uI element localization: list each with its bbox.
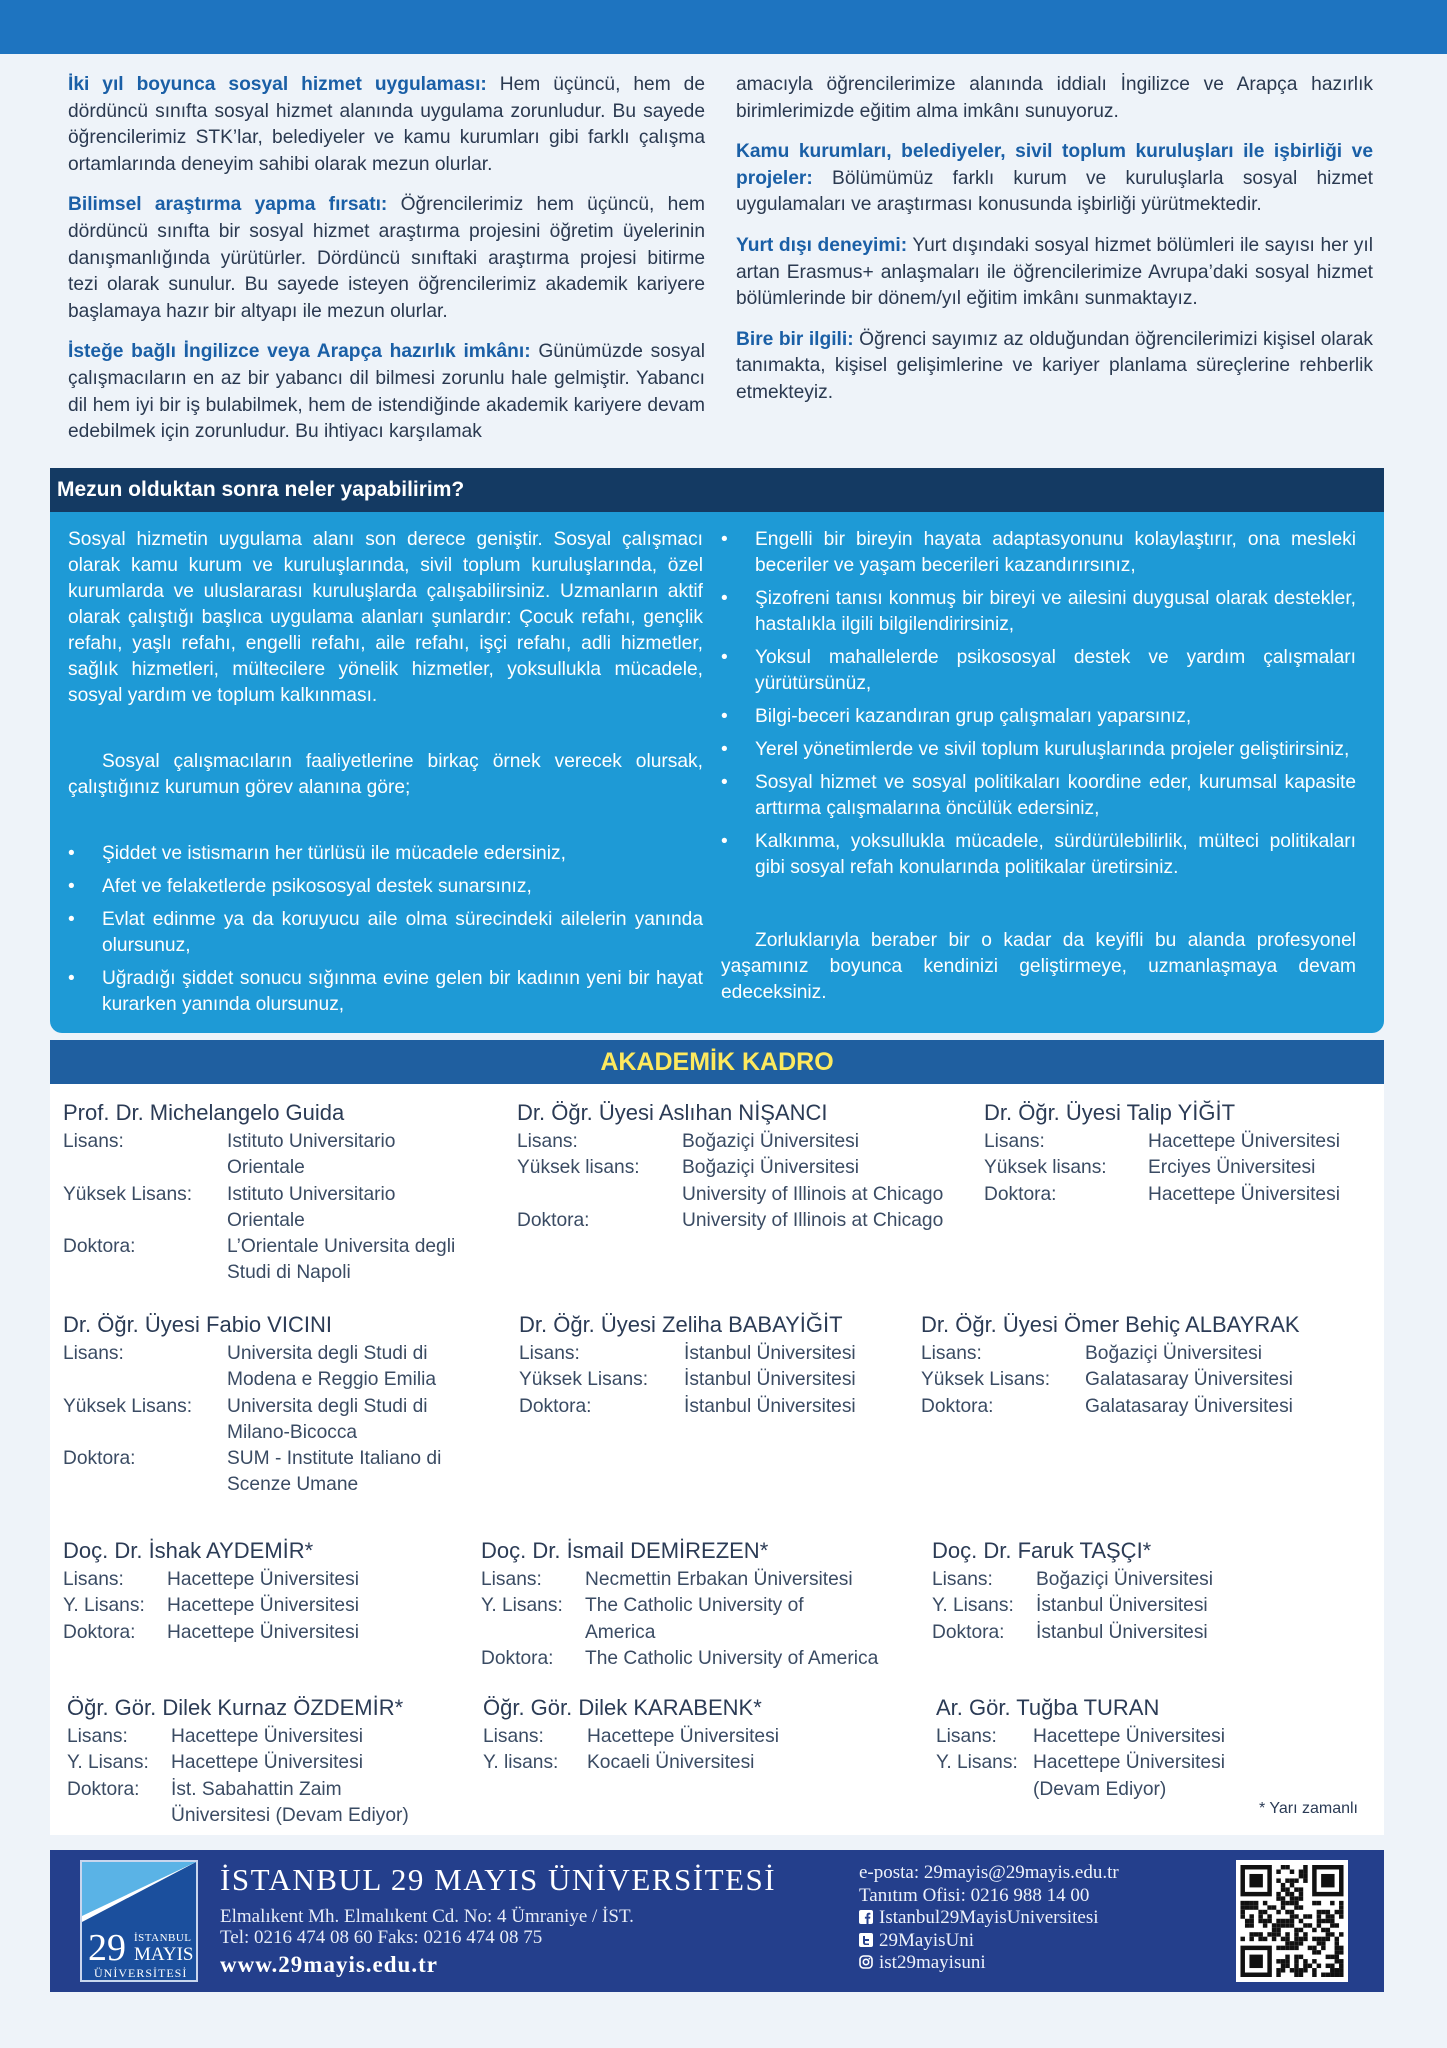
email-link[interactable]: e-posta: 29mayis@29mayis.edu.tr: [859, 1862, 1119, 1883]
degree-row: [519, 1341, 919, 1367]
feature-paragraph: [68, 339, 705, 445]
staff-member: [936, 1695, 1356, 1803]
degree-institution: SUM - Institute Italiano di Scenze Umane: [227, 1448, 442, 1496]
staff-name: Öğr. Gör. Dilek Kurnaz ÖZDEMİR*: [67, 1695, 404, 1720]
degree-row: [936, 1724, 1356, 1750]
staff-name: Dr. Öğr. Üyesi Talip YİĞİT: [984, 1100, 1236, 1125]
staff-member: [63, 1312, 483, 1498]
staff-name: Doç. Dr. İshak AYDEMİR*: [63, 1538, 314, 1563]
feature-text: Öğrencilerimiz hem üçüncü, hem dördüncü sınıfta bir sosyal hizmet araştırma projesini öğretim üyelerinin danışmanlığında yürütürler. Dördüncü sınıftaki araştırma projesi bitirme tezi olarak sunulur. Bu sayede isteyen öğrencilerimiz akademik kariyere başlamaya hazır bir altyapı ile mezun olurlar.: [68, 194, 705, 322]
degree-label: Y. Lisans:: [481, 1595, 563, 1617]
degree-institution: Istituto Universitario Orientale: [227, 1131, 396, 1179]
feature-paragraph: [736, 327, 1373, 407]
twitter-link[interactable]: 29MayisUni: [859, 1930, 1119, 1953]
features-left-column: [68, 72, 705, 460]
degree-institution: İst. Sabahattin Zaim Üniversitesi (Devam Ediyor): [171, 1778, 409, 1826]
staff-member: [517, 1100, 977, 1234]
career-activities-list-right: [721, 527, 1356, 881]
career-activity-item: • Yoksul mahallelerde psikososyal destek ve yardım çalışmaları yürütürsünüz,: [721, 645, 1356, 697]
promo-office-phone: Tanıtım Ofisi: 0216 988 14 00: [859, 1884, 1090, 1906]
career-activity-item: • Engelli bir bireyin hayata adaptasyonunu kolaylaştırır, ona mesleki beceriler ve yaşam becerileri kazandırırsınız,: [721, 527, 1356, 579]
staff-name: Prof. Dr. Michelangelo Guida: [63, 1100, 345, 1125]
career-examples-paragraph: Sosyal çalışmacıların faaliyetlerine birkaç örnek verecek olursak, çalıştığınız kurumun görev alanına göre;: [68, 751, 703, 798]
degree-label: Doktora:: [63, 1448, 136, 1470]
staff-member: [67, 1695, 467, 1829]
degree-label: Lisans:: [63, 1131, 124, 1153]
degree-label: Yüksek Lisans:: [63, 1395, 193, 1417]
degree-institution: Hacettepe Üniversitesi: [171, 1726, 363, 1748]
degree-institution: İstanbul Üniversitesi: [684, 1395, 856, 1417]
career-section-title: Mezun olduktan sonra neler yapabilirim?: [50, 468, 1384, 512]
career-activities-list-left: [68, 841, 703, 1018]
degree-row: [67, 1777, 467, 1829]
staff-name: Dr. Öğr. Üyesi Fabio VICINI: [63, 1312, 332, 1337]
career-right-column: [721, 527, 1356, 1025]
degree-row: [63, 1394, 483, 1446]
degree-label: Yüksek Lisans:: [63, 1183, 193, 1205]
degree-row: [481, 1567, 921, 1593]
degree-institution: İstanbul Üniversitesi: [1036, 1621, 1208, 1643]
degree-institution: Hacettepe Üniversitesi: [1148, 1183, 1340, 1205]
academic-staff-title: AKADEMİK KADRO: [50, 1040, 1384, 1084]
feature-text: Yurt dışındaki sosyal hizmet bölümleri ile sayısı her yıl artan Erasmus+ anlaşmaları ile öğrencilerimize Avrupa’daki sosyal hizmet bölümlerinde bir dönem/yıl eğitim imkânı sunmaktayız.: [736, 234, 1373, 310]
career-closing-paragraph: Zorluklarıyla beraber bir o kadar da keyifli bu alanda profesyonel yaşamınız boyunca kendinizi geliştirmeye, uzmanlaşmaya devam edeceksiniz.: [721, 930, 1356, 1003]
feature-heading: Kamu kurumları, belediyeler, sivil toplum kuruluşları ile işbirliği ve projeler:: [736, 141, 1373, 189]
facebook-icon: [859, 1910, 873, 1924]
feature-heading: İsteğe bağlı İngilizce veya Arapça hazırlık imkânı:: [68, 341, 531, 363]
feature-text: amacıyla öğrencilerimize alanında iddialı İngilizce ve Arapça hazırlık birimlerimizde eğitim alma imkânı sunuyoruz.: [736, 74, 1373, 122]
career-activity-item: • Bilgi-beceri kazandıran grup çalışmaları yaparsınız,: [721, 704, 1356, 730]
feature-heading: İki yıl boyunca sosyal hizmet uygulaması:: [68, 74, 487, 95]
staff-name: Doç. Dr. İsmail DEMİREZEN*: [481, 1538, 769, 1563]
degree-label: Doktora:: [932, 1621, 1005, 1643]
degree-label: Y. Lisans:: [932, 1595, 1014, 1617]
degree-label: Y. lisans:: [483, 1752, 559, 1774]
degree-row: [984, 1129, 1374, 1155]
degree-institution: Hacettepe Üniversitesi: [167, 1621, 359, 1643]
website-link[interactable]: www.29mayis.edu.tr: [220, 1952, 438, 1977]
degree-row: [984, 1182, 1374, 1208]
career-activity-item: • Evlat edinme ya da koruyucu aile olma sürecindeki ailelerin yanında olursunuz,: [68, 907, 703, 959]
degree-row: [517, 1155, 977, 1207]
degree-label: Yüksek Lisans:: [519, 1369, 649, 1391]
degree-row: [481, 1646, 921, 1672]
degree-institution: Hacettepe Üniversitesi (Devam Ediyor): [1033, 1752, 1225, 1800]
degree-row: [936, 1750, 1356, 1802]
degree-institution: L’Orientale Universita degli Studi di Napoli: [227, 1236, 456, 1284]
degree-label: Y. Lisans:: [936, 1752, 1018, 1774]
degree-label: Y. Lisans:: [67, 1752, 149, 1774]
career-activity-item: • Sosyal hizmet ve sosyal politikaları koordine eder, kurumsal kapasite arttırma çalışmalarına öncülük edersiniz,: [721, 770, 1356, 822]
instagram-icon: [859, 1955, 873, 1969]
degree-institution: Boğaziçi Üniversitesi: [682, 1131, 860, 1153]
degree-institution: Boğaziçi Üniversitesi University of Illinois at Chicago: [682, 1157, 944, 1205]
degree-institution: Boğaziçi Üniversitesi: [1085, 1343, 1263, 1365]
degree-row: [517, 1129, 977, 1155]
twitter-icon: [859, 1933, 873, 1947]
degree-label: Yüksek lisans:: [517, 1157, 640, 1179]
degree-institution: Hacettepe Üniversitesi: [171, 1752, 363, 1774]
feature-text: Bölümümüz farklı kurum ve kuruluşlarla sosyal hizmet uygulamaları ve araştırması konusunda işbirliği yürütmektedir.: [736, 167, 1373, 216]
staff-member: [519, 1312, 919, 1420]
staff-name: Ar. Gör. Tuğba TURAN: [936, 1695, 1160, 1720]
qr-code-image: [1236, 1860, 1348, 1982]
feature-heading: Yurt dışı deneyimi:: [736, 234, 908, 256]
feature-paragraph: [736, 72, 1373, 125]
career-intro-paragraph: Sosyal hizmetin uygulama alanı son derece geniştir. Sosyal çalışmacı olarak kamu kurum ve kuruluşlarında, sivil toplum kuruluşlarında, özel kurumlarda ve uluslararası kuruluşlarda çalışabilirsiniz. Uzmanların aktif olarak çalıştığı başlıca uygulama alanları şunlardır: Çocuk refahı, gençlik refahı, yaşlı refahı, engelli refahı, aile refahı, işçi refahı, adli hizmetler, sağlık hizmetleri, mültecilere yönelik hizmetler, yoksullukla mücadele, sosyal yardım ve toplum kalkınması.: [68, 529, 703, 706]
degree-row: [63, 1234, 483, 1286]
degree-row: [519, 1394, 919, 1420]
staff-name: Dr. Öğr. Üyesi Ömer Behiç ALBAYRAK: [921, 1312, 1300, 1337]
degree-label: Doktora:: [481, 1647, 554, 1669]
feature-paragraph: [68, 72, 705, 178]
degree-label: Lisans:: [63, 1343, 124, 1365]
top-color-bar: [0, 0, 1447, 54]
university-name: İSTANBUL 29 MAYIS ÜNİVERSİTESİ: [220, 1862, 777, 1897]
phone-fax: Tel: 0216 474 08 60 Faks: 0216 474 08 75: [220, 1927, 543, 1948]
degree-row: [932, 1593, 1332, 1619]
career-activity-item: • Şiddet ve istismarın her türlüsü ile mücadele edersiniz,: [68, 841, 703, 867]
qr-code[interactable]: [1236, 1860, 1348, 1982]
degree-institution: Hacettepe Üniversitesi: [1148, 1131, 1340, 1153]
degree-row: [67, 1724, 467, 1750]
degree-label: Lisans:: [517, 1131, 578, 1153]
degree-institution: Istituto Universitario Orientale: [227, 1183, 396, 1231]
address: Elmalıkent Mh. Elmalıkent Cd. No: 4 Ümraniye / İST.: [220, 1906, 634, 1927]
degree-label: Lisans:: [984, 1131, 1045, 1153]
degree-label: Doktora:: [63, 1621, 136, 1643]
feature-paragraph: [68, 192, 705, 325]
degree-row: [63, 1593, 463, 1619]
degree-label: Yüksek lisans:: [984, 1157, 1107, 1179]
degree-row: [932, 1620, 1332, 1646]
degree-row: [519, 1367, 919, 1393]
degree-row: [921, 1367, 1361, 1393]
staff-member: [483, 1695, 883, 1777]
degree-institution: Hacettepe Üniversitesi: [1033, 1726, 1225, 1748]
degree-institution: Erciyes Üniversitesi: [1148, 1157, 1316, 1179]
degree-row: [63, 1620, 463, 1646]
facebook-link[interactable]: Istanbul29MayisUniversitesi: [859, 1907, 1119, 1930]
degree-institution: University of Illinois at Chicago: [682, 1209, 944, 1231]
degree-row: [63, 1182, 483, 1234]
degree-row: [483, 1750, 883, 1776]
degree-institution: Hacettepe Üniversitesi: [587, 1726, 779, 1748]
degree-row: [67, 1750, 467, 1776]
part-time-footnote: * Yarı zamanlı: [1258, 1800, 1358, 1817]
feature-text: Hem üçüncü, hem de dördüncü sınıfta sosyal hizmet alanında uygulama zorunludur. Bu sayede öğrencilerimiz STK’lar, belediyeler ve kamu kurumları gibi farklı çalışma ortamlarında deneyim sahibi olarak mezun olurlar.: [68, 74, 705, 175]
degree-institution: Universita degli Studi di Milano-Bicocca: [227, 1395, 428, 1443]
degree-label: Lisans:: [67, 1726, 128, 1748]
degree-institution: Necmettin Erbakan Üniversitesi: [585, 1569, 853, 1591]
degree-row: [483, 1724, 883, 1750]
degree-institution: İstanbul Üniversitesi: [684, 1369, 856, 1391]
career-section: [50, 468, 1384, 1033]
staff-name: Dr. Öğr. Üyesi Aslıhan NİŞANCI: [517, 1100, 828, 1125]
degree-institution: Galatasaray Üniversitesi: [1085, 1395, 1293, 1417]
degree-row: [481, 1593, 921, 1645]
career-activity-item: • Afet ve felaketlerde psikososyal destek sunarsınız,: [68, 874, 703, 900]
feature-text: Günümüzde sosyal çalışmacıların en az bir yabancı dil bilmesi zorunlu hale gelmiştir. Yabancı dil hem iyi bir iş bulabilmek, hem de istendiğinde akademik kariyere devam edebilmek için zorunludur. Bu ihtiyacı karşılamak: [68, 341, 705, 443]
degree-label: Y. Lisans:: [63, 1595, 145, 1617]
feature-paragraph: [736, 139, 1373, 219]
career-activity-item: • Uğradığı şiddet sonucu sığınma evine gelen bir kadının yeni bir hayat kurarken yanında olursunuz,: [68, 966, 703, 1018]
degree-label: Doktora:: [63, 1236, 136, 1258]
staff-name: Öğr. Gör. Dilek KARABENK*: [483, 1695, 762, 1720]
features-right-column: [736, 72, 1373, 460]
degree-row: [63, 1129, 483, 1181]
degree-label: Doktora:: [67, 1778, 140, 1800]
degree-institution: Hacettepe Üniversitesi: [167, 1569, 359, 1591]
contact-info: [859, 1862, 1119, 1975]
degree-label: Lisans:: [481, 1569, 542, 1591]
degree-row: [63, 1341, 483, 1393]
degree-label: Yüksek Lisans:: [921, 1369, 1051, 1391]
instagram-link[interactable]: ist29mayisuni: [859, 1952, 1119, 1975]
staff-member: [63, 1538, 463, 1646]
degree-row: [921, 1394, 1361, 1420]
degree-label: Lisans:: [936, 1726, 997, 1748]
degree-institution: The Catholic University of America: [585, 1647, 879, 1669]
career-activity-item: • Yerel yönetimlerde ve sivil toplum kuruluşlarında projeler geliştirirsiniz,: [721, 737, 1356, 763]
career-left-column: [68, 527, 703, 1025]
career-activity-item: • Kalkınma, yoksullukla mücadele, sürdürülebilirlik, mülteci politikaları gibi sosyal refah konularında politikalar üretirsiniz.: [721, 829, 1356, 881]
degree-label: Lisans:: [932, 1569, 993, 1591]
degree-label: Doktora:: [519, 1395, 592, 1417]
degree-row: [63, 1567, 463, 1593]
feature-text: Öğrenci sayımız az olduğundan öğrencilerimizi kişisel olarak tanımakta, kişisel gelişimlerine ve kariyer planlama süreçlerine rehberlik etmekteyiz.: [736, 328, 1373, 403]
feature-paragraph: [736, 233, 1373, 313]
degree-institution: İstanbul Üniversitesi: [684, 1343, 856, 1365]
degree-label: Lisans:: [921, 1343, 982, 1365]
staff-member: [932, 1538, 1332, 1646]
degree-institution: Boğaziçi Üniversitesi: [1036, 1569, 1214, 1591]
degree-institution: The Catholic University of America: [585, 1595, 804, 1643]
staff-member: [984, 1100, 1374, 1208]
degree-row: [517, 1208, 977, 1234]
university-footer: [50, 1850, 1384, 1992]
degree-label: Lisans:: [63, 1569, 124, 1591]
university-logo: 29 İSTANBUL MAYIS ÜNİVERSİTESİ: [80, 1860, 198, 1982]
staff-member: [481, 1538, 921, 1672]
degree-institution: Galatasaray Üniversitesi: [1085, 1369, 1293, 1391]
staff-name: Doç. Dr. Faruk TAŞÇI*: [932, 1538, 1152, 1563]
degree-label: Doktora:: [984, 1183, 1057, 1205]
degree-institution: Hacettepe Üniversitesi: [167, 1595, 359, 1617]
degree-row: [932, 1567, 1332, 1593]
degree-label: Doktora:: [921, 1395, 994, 1417]
feature-heading: Bire bir ilgili:: [736, 328, 854, 350]
staff-member: [63, 1100, 483, 1286]
degree-institution: Kocaeli Üniversitesi: [587, 1752, 755, 1774]
career-activity-item: • Şizofreni tanısı konmuş bir bireyi ve ailesini duygusal olarak destekler, hastalıkla ilgili bilgilendirirsiniz,: [721, 586, 1356, 638]
degree-row: [921, 1341, 1361, 1367]
degree-row: [63, 1446, 483, 1498]
degree-label: Lisans:: [519, 1343, 580, 1365]
degree-institution: İstanbul Üniversitesi: [1036, 1595, 1208, 1617]
degree-row: [984, 1155, 1374, 1181]
staff-member: [921, 1312, 1361, 1420]
degree-label: Lisans:: [483, 1726, 544, 1748]
program-features: [68, 72, 1373, 460]
feature-heading: Bilimsel araştırma yapma fırsatı:: [68, 194, 388, 216]
degree-label: Doktora:: [517, 1209, 590, 1231]
staff-name: Dr. Öğr. Üyesi Zeliha BABAYİĞİT: [519, 1312, 843, 1337]
academic-staff-section: [50, 1040, 1384, 1835]
degree-institution: Universita degli Studi di Modena e Reggio Emilia: [227, 1343, 437, 1391]
